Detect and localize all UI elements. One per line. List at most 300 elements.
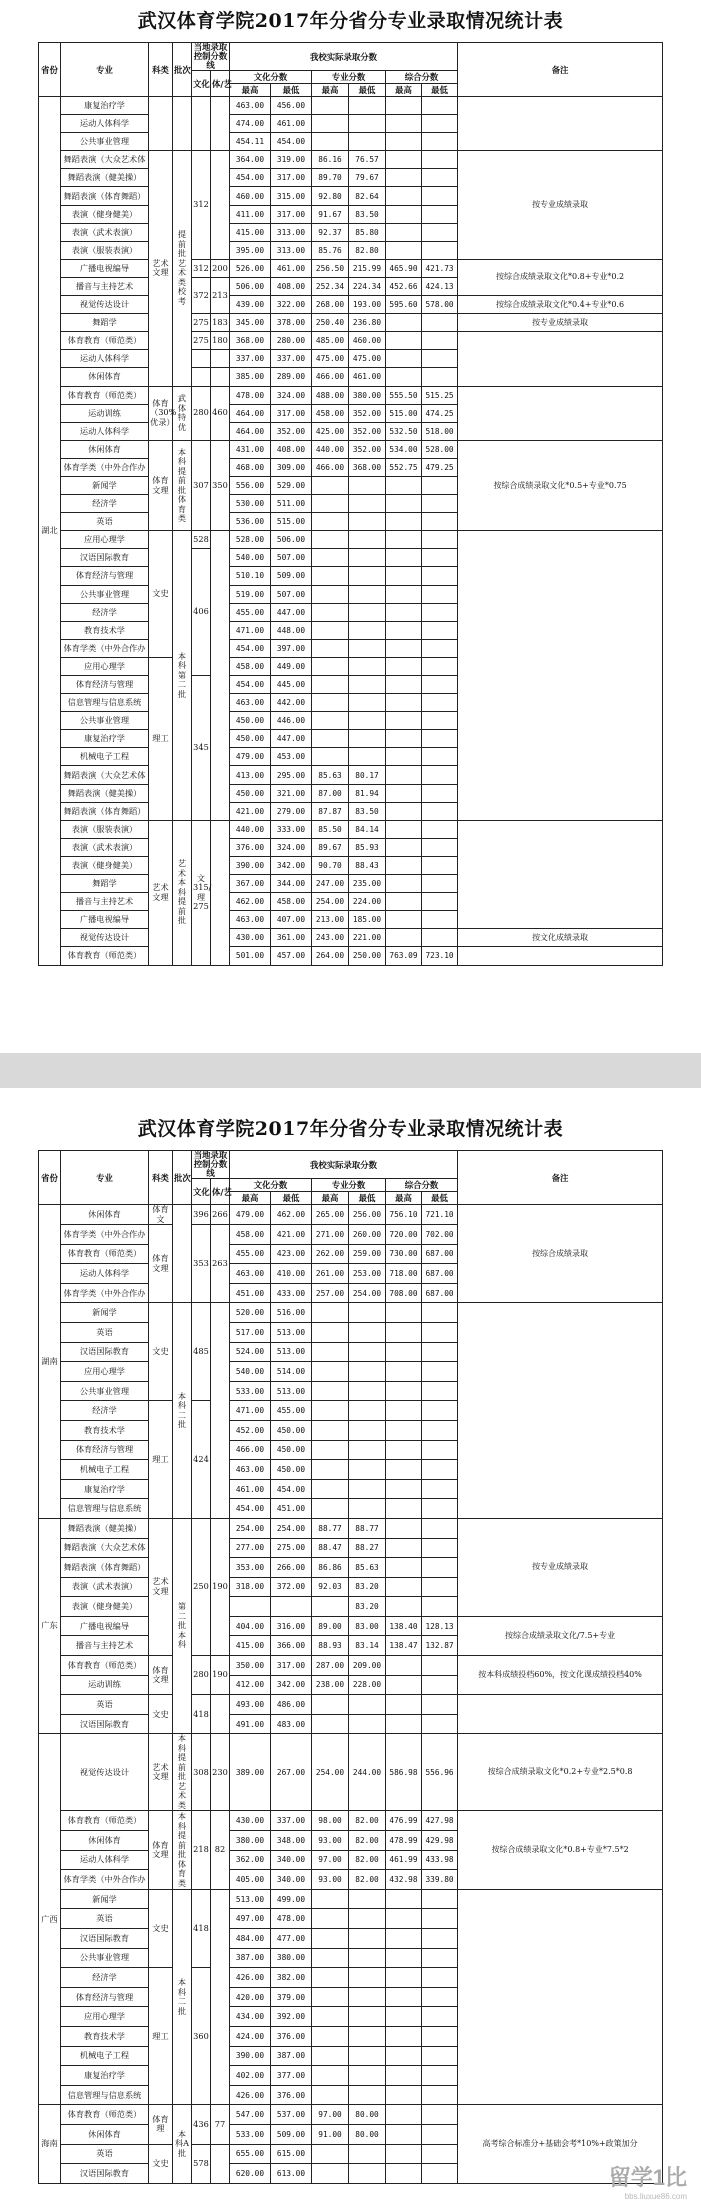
header-category: 科类 xyxy=(149,43,173,97)
score-cell xyxy=(312,2007,349,2027)
score-cell: 448.00 xyxy=(271,621,312,639)
score-cell: 412.00 xyxy=(230,1675,271,1695)
score-cell: 510.10 xyxy=(230,567,271,585)
table-row xyxy=(39,1889,663,1909)
score-cell: 454.00 xyxy=(271,133,312,151)
score-cell: 280.00 xyxy=(271,332,312,350)
score-cell: 390.00 xyxy=(230,2046,271,2066)
score-cell xyxy=(422,929,458,947)
score-cell: 86.16 xyxy=(312,151,349,169)
score-cell xyxy=(312,567,349,585)
score-cell: 91.00 xyxy=(312,2124,349,2144)
score-cell: 466.00 xyxy=(312,368,349,386)
score-cell xyxy=(422,567,458,585)
score-cell: 380.00 xyxy=(230,1831,271,1851)
score-cell: 468.00 xyxy=(230,458,271,476)
header-cl-ti: 体/艺 xyxy=(211,1179,230,1205)
score-cell xyxy=(312,1460,349,1480)
score-cell: 474.25 xyxy=(422,404,458,422)
control-line-ti-cell xyxy=(211,531,230,821)
score-cell: 415.00 xyxy=(230,223,271,241)
header-actual: 我校实际录取分数 xyxy=(230,43,458,71)
category-cell: 体育文理 xyxy=(149,440,173,530)
major-cell: 英语 xyxy=(61,1695,149,1715)
major-cell: 休闲体育 xyxy=(61,1205,149,1225)
score-cell: 83.20 xyxy=(349,1577,386,1597)
score-cell: 279.00 xyxy=(271,802,312,820)
page-title: 武汉体育学院2017年分省分专业录取情况统计表 xyxy=(137,1118,564,1140)
score-cell: 378.00 xyxy=(271,314,312,332)
score-cell: 85.63 xyxy=(312,766,349,784)
score-cell: 185.00 xyxy=(349,911,386,929)
control-line-cell: 280 xyxy=(192,386,211,440)
score-cell xyxy=(349,2007,386,2027)
table-row xyxy=(39,1205,663,1225)
score-cell xyxy=(422,1695,458,1715)
score-cell: 271.00 xyxy=(312,1225,349,1245)
score-cell: 463.00 xyxy=(230,694,271,712)
major-cell: 体育经济与管理 xyxy=(61,676,149,694)
major-cell: 运动训练 xyxy=(61,1675,149,1695)
score-cell: 475.00 xyxy=(349,350,386,368)
remark-cell: 按综合成绩录取文化/7.5+专业 xyxy=(458,1616,663,1655)
header-batch: 批次 xyxy=(173,43,192,97)
score-cell: 507.00 xyxy=(271,549,312,567)
score-cell xyxy=(349,476,386,494)
score-cell: 256.50 xyxy=(312,259,349,277)
score-cell xyxy=(349,1479,386,1499)
score-cell xyxy=(312,1597,349,1617)
category-cell: 艺术文理 xyxy=(149,151,173,386)
score-cell: 421.00 xyxy=(271,1225,312,1245)
score-cell: 430.00 xyxy=(230,1811,271,1831)
major-cell: 舞蹈表演（体育舞蹈） xyxy=(61,187,149,205)
score-cell: 455.00 xyxy=(271,1401,312,1421)
score-cell: 92.80 xyxy=(312,187,349,205)
score-cell xyxy=(349,2046,386,2066)
table-row xyxy=(39,440,663,458)
score-cell: 655.00 xyxy=(230,2144,271,2164)
province-cell: 湖北 xyxy=(39,97,61,966)
major-cell: 广播电视编导 xyxy=(61,1616,149,1636)
score-cell xyxy=(422,1342,458,1362)
score-cell xyxy=(422,1322,458,1342)
major-cell: 舞蹈表演（大众艺术体 xyxy=(61,1538,149,1558)
score-cell xyxy=(386,657,422,675)
remark-cell xyxy=(458,947,663,965)
major-cell: 体育学类（中外合作办 xyxy=(61,1225,149,1245)
control-line-cell: 312 xyxy=(192,259,211,277)
table-row xyxy=(39,1734,663,1811)
category-cell: 理工 xyxy=(149,1968,173,2105)
score-cell: 254.00 xyxy=(230,1518,271,1538)
score-cell: 432.98 xyxy=(386,1870,422,1890)
major-cell: 英语 xyxy=(61,2144,149,2164)
score-cell xyxy=(349,2066,386,2086)
major-cell: 公共事业管理 xyxy=(61,1948,149,1968)
remark-cell: 按综合成绩录取文化*0.5+专业*0.75 xyxy=(458,440,663,530)
score-cell: 324.00 xyxy=(271,838,312,856)
score-cell: 466.00 xyxy=(312,458,349,476)
score-cell xyxy=(349,133,386,151)
major-cell: 舞蹈表演（体育舞蹈） xyxy=(61,802,149,820)
control-line-ti-cell: 460 xyxy=(211,386,230,440)
score-cell xyxy=(386,1479,422,1499)
major-cell: 经济学 xyxy=(61,603,149,621)
score-cell: 262.00 xyxy=(312,1244,349,1264)
major-cell: 视觉传达设计 xyxy=(61,929,149,947)
score-cell: 756.10 xyxy=(386,1205,422,1225)
score-cell xyxy=(312,1987,349,2007)
score-cell: 257.00 xyxy=(312,1283,349,1303)
major-cell: 汉语国际教育 xyxy=(61,549,149,567)
score-cell xyxy=(386,314,422,332)
score-cell xyxy=(422,2046,458,2066)
score-cell: 464.00 xyxy=(230,422,271,440)
score-cell: 261.00 xyxy=(312,1264,349,1284)
score-cell xyxy=(312,639,349,657)
score-cell: 366.00 xyxy=(271,1636,312,1656)
major-cell: 表演（健身健美） xyxy=(61,205,149,223)
score-cell: 267.00 xyxy=(271,1734,312,1811)
score-cell xyxy=(312,730,349,748)
score-cell xyxy=(349,1695,386,1715)
major-cell: 康复治疗学 xyxy=(61,730,149,748)
score-cell: 462.00 xyxy=(271,1205,312,1225)
score-cell: 464.00 xyxy=(230,404,271,422)
score-cell xyxy=(386,1695,422,1715)
score-cell xyxy=(386,1440,422,1460)
score-cell: 509.00 xyxy=(271,567,312,585)
major-cell: 表演（服装表演） xyxy=(61,241,149,259)
score-cell: 440.00 xyxy=(312,440,349,458)
score-cell: 721.10 xyxy=(422,1205,458,1225)
major-cell: 休闲体育 xyxy=(61,440,149,458)
score-cell: 88.43 xyxy=(349,856,386,874)
control-line-cell: 372 xyxy=(192,277,211,313)
score-cell: 463.00 xyxy=(230,1264,271,1284)
table-row xyxy=(39,97,663,115)
score-cell xyxy=(422,332,458,350)
score-cell xyxy=(312,1695,349,1715)
score-cell: 720.00 xyxy=(386,1225,422,1245)
remark-cell xyxy=(458,1889,663,2105)
score-cell: 427.98 xyxy=(422,1811,458,1831)
score-cell xyxy=(386,875,422,893)
score-cell: 687.00 xyxy=(422,1264,458,1284)
control-line-cell xyxy=(192,350,211,368)
score-cell: 315.00 xyxy=(271,187,312,205)
score-cell: 420.00 xyxy=(230,1987,271,2007)
score-cell: 228.00 xyxy=(349,1675,386,1695)
score-cell: 483.00 xyxy=(271,1714,312,1734)
control-line-ti-cell xyxy=(211,151,230,260)
score-cell xyxy=(349,585,386,603)
score-cell: 97.00 xyxy=(312,1850,349,1870)
score-cell xyxy=(422,712,458,730)
major-cell: 机械电子工程 xyxy=(61,2046,149,2066)
score-cell: 350.00 xyxy=(230,1656,271,1676)
score-cell: 402.00 xyxy=(230,2066,271,2086)
major-cell: 体育教育（师范类） xyxy=(61,1656,149,1676)
score-cell: 458.00 xyxy=(312,404,349,422)
score-cell: 454.00 xyxy=(230,1499,271,1519)
category-cell: 文史 xyxy=(149,1695,173,1734)
score-cell xyxy=(349,1499,386,1519)
score-cell: 92.03 xyxy=(312,1577,349,1597)
major-cell: 信息管理与信息系统 xyxy=(61,694,149,712)
score-cell: 322.00 xyxy=(271,296,312,314)
score-cell: 275.00 xyxy=(271,1538,312,1558)
major-cell: 新闻学 xyxy=(61,476,149,494)
score-cell xyxy=(386,1538,422,1558)
major-cell: 汉语国际教育 xyxy=(61,2164,149,2184)
score-cell xyxy=(349,97,386,115)
score-cell: 518.00 xyxy=(422,422,458,440)
control-line-cell: 275 xyxy=(192,332,211,350)
score-cell xyxy=(386,1401,422,1421)
major-cell: 表演（服装表演） xyxy=(61,820,149,838)
score-cell xyxy=(349,1303,386,1323)
score-cell xyxy=(422,151,458,169)
score-cell: 368.00 xyxy=(230,332,271,350)
score-cell xyxy=(386,694,422,712)
batch-cell: 本科提前批艺术类 xyxy=(173,1734,192,1811)
major-cell: 表演（武术表演） xyxy=(61,1577,149,1597)
control-line-cell: 578 xyxy=(192,2144,211,2183)
score-cell xyxy=(422,1656,458,1676)
score-cell xyxy=(422,169,458,187)
score-cell: 87.00 xyxy=(312,784,349,802)
score-cell: 763.09 xyxy=(386,947,422,965)
control-line-cell: 418 xyxy=(192,1889,211,1967)
major-cell: 公共事业管理 xyxy=(61,133,149,151)
score-cell xyxy=(422,911,458,929)
score-cell: 395.00 xyxy=(230,241,271,259)
score-cell xyxy=(312,133,349,151)
score-cell xyxy=(386,929,422,947)
score-cell: 221.00 xyxy=(349,929,386,947)
score-cell: 376.00 xyxy=(271,2026,312,2046)
score-cell xyxy=(422,1479,458,1499)
control-line-cell: 353 xyxy=(192,1225,211,1303)
header-remark: 备注 xyxy=(458,1151,663,1205)
score-cell: 333.00 xyxy=(271,820,312,838)
score-cell xyxy=(422,893,458,911)
score-cell: 450.00 xyxy=(271,1420,312,1440)
score-cell: 87.87 xyxy=(312,802,349,820)
major-cell: 舞蹈表演（体育舞蹈） xyxy=(61,1558,149,1578)
score-cell: 506.00 xyxy=(271,531,312,549)
score-cell xyxy=(386,1322,422,1342)
score-cell: 348.00 xyxy=(271,1831,312,1851)
score-cell xyxy=(312,1714,349,1734)
control-line-ti-cell xyxy=(211,1889,230,2105)
score-cell: 463.00 xyxy=(230,97,271,115)
score-cell: 247.00 xyxy=(312,875,349,893)
score-cell: 317.00 xyxy=(271,205,312,223)
score-cell: 289.00 xyxy=(271,368,312,386)
header-high: 最高 xyxy=(230,84,271,97)
score-cell: 513.00 xyxy=(271,1381,312,1401)
major-cell: 表演（健身健美） xyxy=(61,856,149,874)
score-cell: 447.00 xyxy=(271,730,312,748)
score-cell xyxy=(349,1714,386,1734)
score-cell: 479.00 xyxy=(230,748,271,766)
header-control-line: 当地录取控制分数线 xyxy=(192,43,230,71)
score-cell: 410.00 xyxy=(271,1264,312,1284)
score-cell xyxy=(312,1362,349,1382)
score-cell: 318.00 xyxy=(230,1577,271,1597)
category-cell: 艺术文理 xyxy=(149,820,173,965)
score-cell: 433.98 xyxy=(422,1850,458,1870)
score-cell xyxy=(422,1987,458,2007)
score-cell: 506.00 xyxy=(230,277,271,295)
score-cell: 708.00 xyxy=(386,1283,422,1303)
major-cell: 体育经济与管理 xyxy=(61,1987,149,2007)
score-cell: 376.00 xyxy=(230,838,271,856)
score-cell xyxy=(312,712,349,730)
score-cell: 513.00 xyxy=(271,1342,312,1362)
score-cell: 339.80 xyxy=(422,1870,458,1890)
score-cell: 578.00 xyxy=(422,296,458,314)
score-cell xyxy=(312,1381,349,1401)
control-line-cell: 280 xyxy=(192,1656,211,1695)
score-cell: 268.00 xyxy=(312,296,349,314)
table-row xyxy=(39,531,663,549)
score-cell: 89.00 xyxy=(312,1616,349,1636)
score-cell xyxy=(312,621,349,639)
score-cell: 462.00 xyxy=(230,893,271,911)
header-high: 最高 xyxy=(386,84,422,97)
score-cell xyxy=(349,730,386,748)
score-cell: 235.00 xyxy=(349,875,386,893)
score-cell xyxy=(349,1322,386,1342)
score-cell xyxy=(422,2124,458,2144)
header-low: 最低 xyxy=(422,1192,458,1205)
score-cell xyxy=(386,1948,422,1968)
score-cell xyxy=(349,1889,386,1909)
score-cell xyxy=(422,1518,458,1538)
score-cell xyxy=(312,2085,349,2105)
score-cell: 250.00 xyxy=(349,947,386,965)
admission-table-1 xyxy=(38,42,663,966)
score-cell xyxy=(422,856,458,874)
score-cell: 321.00 xyxy=(271,784,312,802)
score-cell: 132.87 xyxy=(422,1636,458,1656)
table-row xyxy=(39,820,663,838)
score-cell: 475.00 xyxy=(312,350,349,368)
score-cell: 340.00 xyxy=(271,1870,312,1890)
header-low: 最低 xyxy=(271,84,312,97)
header-cl-wen: 文化 xyxy=(192,71,211,97)
score-cell: 407.00 xyxy=(271,911,312,929)
control-line-ti-cell: 190 xyxy=(211,1518,230,1655)
major-cell: 运动人体科学 xyxy=(61,422,149,440)
score-cell xyxy=(422,1381,458,1401)
major-cell: 英语 xyxy=(61,1909,149,1929)
score-cell: 488.00 xyxy=(312,386,349,404)
watermark-logo: 留学1比 bbs.liuxue86.com xyxy=(608,2165,687,2201)
score-cell xyxy=(349,1420,386,1440)
score-cell: 424.13 xyxy=(422,277,458,295)
score-cell: 426.00 xyxy=(230,2085,271,2105)
score-cell: 83.00 xyxy=(349,1616,386,1636)
score-cell: 352.00 xyxy=(349,404,386,422)
score-cell: 434.00 xyxy=(230,2007,271,2027)
score-cell: 423.00 xyxy=(271,1244,312,1264)
score-cell xyxy=(422,1948,458,1968)
major-cell: 表演（健身健美） xyxy=(61,1597,149,1617)
score-cell xyxy=(271,1597,312,1617)
score-cell: 266.00 xyxy=(271,1558,312,1578)
score-cell xyxy=(312,657,349,675)
score-cell xyxy=(349,712,386,730)
score-cell xyxy=(422,314,458,332)
table-row xyxy=(39,1656,663,1676)
score-cell xyxy=(386,476,422,494)
major-cell: 舞蹈学 xyxy=(61,875,149,893)
score-cell xyxy=(422,639,458,657)
score-cell: 515.25 xyxy=(422,386,458,404)
major-cell: 视觉传达设计 xyxy=(61,1734,149,1811)
score-cell xyxy=(422,1460,458,1480)
major-cell: 应用心理学 xyxy=(61,531,149,549)
page-1 xyxy=(0,0,701,1053)
score-cell: 287.00 xyxy=(312,1656,349,1676)
score-cell: 92.37 xyxy=(312,223,349,241)
score-cell xyxy=(422,1577,458,1597)
score-cell xyxy=(386,97,422,115)
score-cell xyxy=(422,531,458,549)
score-cell: 85.93 xyxy=(349,838,386,856)
control-line-ti-cell xyxy=(211,1695,230,1734)
score-cell xyxy=(422,1440,458,1460)
control-line-ti-cell xyxy=(211,368,230,386)
header-profession: 专业分数 xyxy=(312,1179,386,1192)
score-cell: 540.00 xyxy=(230,1362,271,1382)
score-cell xyxy=(386,1342,422,1362)
score-cell xyxy=(386,241,422,259)
score-cell xyxy=(422,2164,458,2184)
major-cell: 应用心理学 xyxy=(61,1362,149,1382)
major-cell: 表演（武术表演） xyxy=(61,838,149,856)
score-cell: 449.00 xyxy=(271,657,312,675)
major-cell: 经济学 xyxy=(61,1401,149,1421)
score-cell: 254.00 xyxy=(271,1518,312,1538)
score-cell: 452.00 xyxy=(230,1420,271,1440)
batch-cell: 本科提前批体育类 xyxy=(173,1811,192,1889)
score-cell: 477.00 xyxy=(271,1929,312,1949)
major-cell: 信息管理与信息系统 xyxy=(61,2085,149,2105)
score-cell xyxy=(312,1479,349,1499)
batch-cell: 本科第二批 xyxy=(173,531,192,821)
score-cell xyxy=(349,1440,386,1460)
score-cell: 380.00 xyxy=(271,1948,312,1968)
score-cell: 460.00 xyxy=(349,332,386,350)
batch-cell: 本科提前批体育类 xyxy=(173,440,192,530)
score-cell: 499.00 xyxy=(271,1889,312,1909)
score-cell xyxy=(386,368,422,386)
score-cell: 80.00 xyxy=(349,2105,386,2125)
score-cell: 82.64 xyxy=(349,187,386,205)
remark-cell: 按专业成绩录取 xyxy=(458,314,663,332)
score-cell: 415.00 xyxy=(230,1636,271,1656)
score-cell: 295.00 xyxy=(271,766,312,784)
score-cell xyxy=(349,549,386,567)
major-cell: 体育学类（中外合作办 xyxy=(61,1283,149,1303)
score-cell xyxy=(422,495,458,513)
